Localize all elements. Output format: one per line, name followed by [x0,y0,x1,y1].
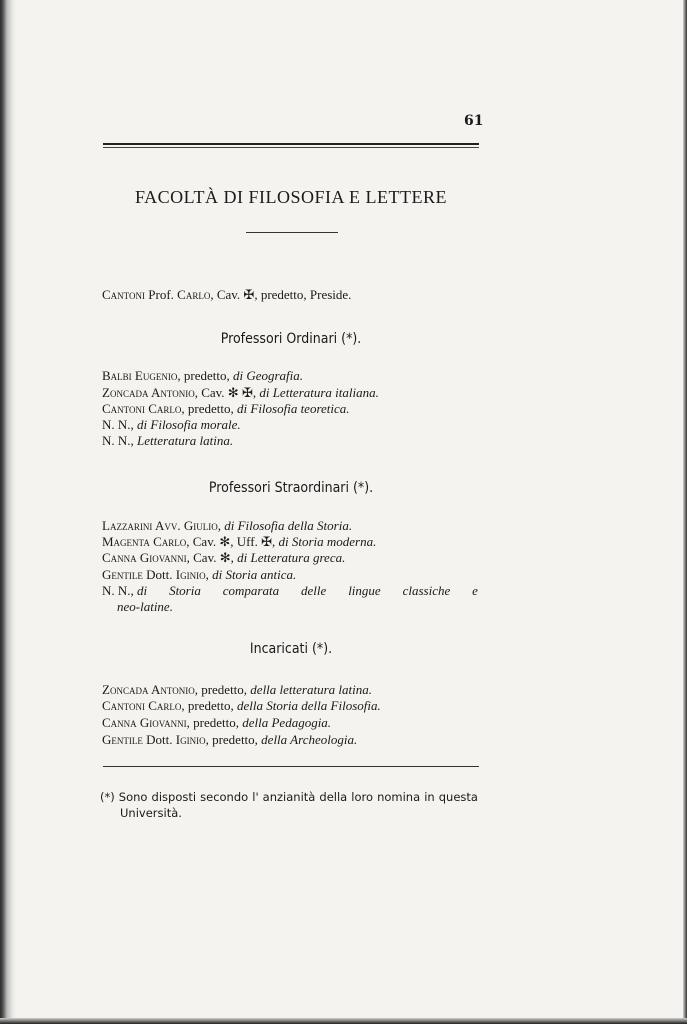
entry-detail: , [130,583,138,598]
list-item [102,715,331,731]
preside-line [102,287,351,303]
heading-ordinari: Professori Ordinari (*). [220,331,362,347]
subject: di Filosofia teoretica. [237,401,350,416]
list-item [102,698,381,714]
professor-name: Gentile [102,567,143,582]
professor-name: Canna Giovanni [102,550,187,565]
entry-detail: , predetto, [186,715,243,730]
professor-name: Zoncada Antonio [102,385,195,400]
list-item [102,682,372,698]
professor-name: Lazzarini Avv. Giulio [102,518,218,533]
footnote-word: (*) [100,790,115,804]
entry-detail: , [130,433,138,448]
heading-incaricati: Incaricati (*). [249,641,333,657]
subject-continuation: neo-latine. [117,599,173,614]
entry-detail: , predetto, [181,698,238,713]
list-item [102,567,296,583]
entry-detail: , predetto, [177,368,233,383]
subject: di Letteratura greca. [237,550,346,565]
subject-word: classiche [402,583,451,598]
subject: della Archeologia. [261,732,358,747]
heading-straordinari: Professori Straordinari (*). [208,480,374,496]
footnote-line-2: Università. [120,806,182,820]
subject-word: comparata [222,583,280,598]
subject: di Letteratura italiana. [259,385,379,400]
header-rule-thin [103,147,479,148]
professor-name: Cantoni Carlo [102,401,182,416]
list-item [102,550,345,566]
subject-word: di [137,583,148,598]
preside-title: Prof. [145,287,178,302]
entry-detail: , predetto, [205,732,262,747]
footnote-word: disposti [151,790,197,804]
professor-name: Canna Giovanni [102,715,187,730]
entry-detail: Dott. [142,732,176,747]
professor-name: N. N. [102,417,131,432]
page-number: 61 [464,113,484,129]
header-rule [103,143,479,145]
subject: di Storia antica. [212,567,297,582]
preside-name: Carlo [177,287,211,302]
footnote-word: anzianità [262,790,316,804]
subject: di Storia moderna. [278,534,377,549]
entry-detail: , [130,417,138,432]
professor-given-name: Iginio [175,567,206,582]
professor-name: Zoncada Antonio [102,682,195,697]
entry-detail: , Cav. ✻ ✠, [194,385,260,400]
footnote-word: della [319,790,348,804]
subject: della Storia della Filosofia. [237,698,381,713]
list-item [102,385,379,401]
professor-name: Gentile [102,732,143,747]
entry-detail: Dott. [142,567,176,582]
subject-word: delle [301,583,327,598]
page-bottom-edge [0,1018,687,1024]
professor-name: N. N. [102,583,131,598]
footnote-word: Sono [118,790,148,804]
footnote-word: nomina [377,790,421,804]
preside-surname: Cantoni [102,287,146,302]
professor-name: N. N. [102,433,131,448]
footnote-rule [103,766,479,767]
footnote-line-1 [100,789,478,805]
subject-word: lingue [348,583,381,598]
professor-name: Balbi Eugenio [102,368,178,383]
book-spine-shadow [0,0,16,1024]
subject-word: e [472,583,478,598]
subject: di Geografia. [232,368,304,383]
subject: Letteratura latina. [137,433,234,448]
footnote-word: l' [252,790,259,804]
professor-name: Cantoni Carlo [102,698,182,713]
list-item [102,368,303,384]
subject: di Filosofia morale. [137,417,241,432]
list-item [102,534,376,550]
page-right-edge [683,0,687,1024]
list-item [102,732,357,748]
entry-detail: , Cav. ✻, Uff. ✠, [186,534,279,549]
list-item [102,583,478,599]
professor-given-name: Iginio [175,732,206,747]
subject: della Pedagogia. [242,715,332,730]
entry-detail: , predetto, [194,682,251,697]
list-item [102,401,350,417]
footnote [100,789,480,821]
subject: di Filosofia della Storia. [224,518,353,533]
list-item [102,417,241,433]
title-underline [246,232,338,233]
list-item [102,433,233,449]
footnote-word: secondo [200,790,249,804]
entry-detail: , predetto, [181,401,238,416]
list-item [102,518,352,534]
footnote-word: loro [351,790,374,804]
entry-detail: , Cav. ✻, [186,550,238,565]
entry-detail: , [217,518,225,533]
entry-detail: , [205,567,213,582]
footnote-word: in [424,790,435,804]
subject: della letteratura latina. [250,682,372,697]
preside-rest: , Cav. ✠, predetto, Preside. [210,287,352,302]
professor-name: Magenta Carlo [102,534,187,549]
footnote-word: questa [438,790,478,804]
faculty-title: FACOLTÀ DI FILOSOFIA E LETTERE [135,187,447,207]
subject-word: Storia [169,583,201,598]
